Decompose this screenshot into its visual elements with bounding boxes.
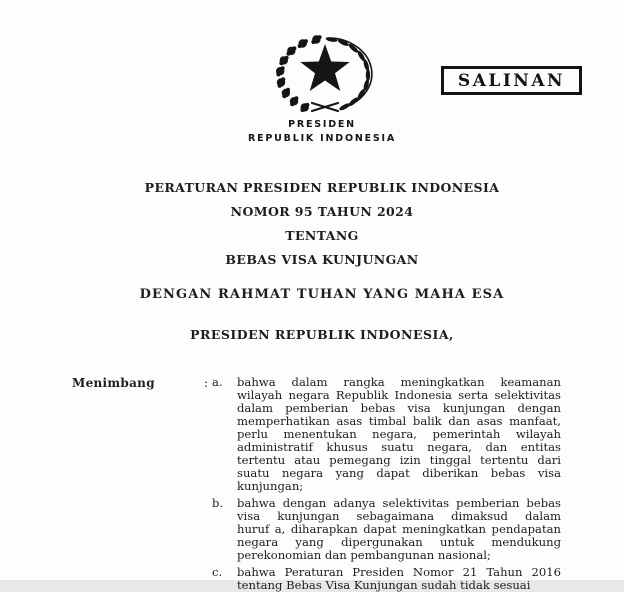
consideration-line: memperhatikan asas timbal balik dan asas manfaat, [237,414,561,428]
consideration-marker: c. [212,565,223,579]
emblem-caption-line1: PRESIDEN [288,119,356,130]
consideration-text [237,497,561,562]
regulation-number: NOMOR 95 TAHUN 2024 [230,204,414,219]
consideration-line: suatu negara yang dapat diberikan bebas visa [237,466,561,480]
consideration-item-a [212,376,562,493]
emblem-caption [120,118,524,145]
consideration-line: tentang Bebas Visa Kunjungan sudah tidak sesuai [237,578,531,592]
considering-label: Menimbang [72,376,155,390]
authority-line: PRESIDEN REPUBLIK INDONESIA, [190,327,454,342]
consideration-line: administratif khusus suatu negara, dan entitas [237,440,561,454]
consideration-item-c [212,566,562,592]
consideration-line: perlu menentukan negara, pemerintah wilayah [237,427,561,441]
consideration-line: huruf a, diharapkan dapat meningkatkan pendapatan [237,522,561,536]
consideration-text [237,566,561,592]
salinan-stamp-label: SALINAN [457,70,566,91]
salinan-stamp [441,66,582,95]
emblem-caption-line2: REPUBLIK INDONESIA [248,132,396,144]
consideration-line: kunjungan; [237,479,304,493]
consideration-item-b [212,497,562,562]
consideration-marker: a. [212,375,223,389]
consideration-line: bahwa Peraturan Presiden Nomor 21 Tahun 2016 [237,565,561,579]
regulation-title [120,180,524,276]
presidential-star-wreath-icon [271,27,375,115]
considering-items [212,376,562,592]
wreath-stems [312,103,338,111]
consideration-line: tertentu atau pemegang izin tinggal tertentu dari [237,453,561,467]
invocation-line: DENGAN RAHMAT TUHAN YANG MAHA ESA [139,287,505,302]
consideration-line: negara yang dipergunakan untuk mendukung [237,535,561,549]
regulation-tentang: TENTANG [285,228,359,243]
consideration-text [237,376,561,493]
consideration-line: bahwa dengan adanya selektivitas pemberian bebas [237,496,561,510]
consideration-line: bahwa dalam rangka meningkatkan keamanan [237,375,561,389]
consideration-marker: b. [212,496,224,510]
consideration-line: visa kunjungan sebagaimana dimaksud dalam [237,509,561,523]
cotton-branch [276,35,322,112]
considering-colon: : [204,376,209,390]
consideration-line: wilayah negara Republik Indonesia serta selektivitas [237,388,561,402]
regulation-title-line1: PERATURAN PRESIDEN REPUBLIK INDONESIA [144,180,500,195]
regulation-subject: BEBAS VISA KUNJUNGAN [225,252,419,267]
consideration-line: dalam pemberian bebas visa kunjungan dengan [237,401,561,415]
consideration-line: perekonomian dan pembangunan nasional; [237,548,491,562]
